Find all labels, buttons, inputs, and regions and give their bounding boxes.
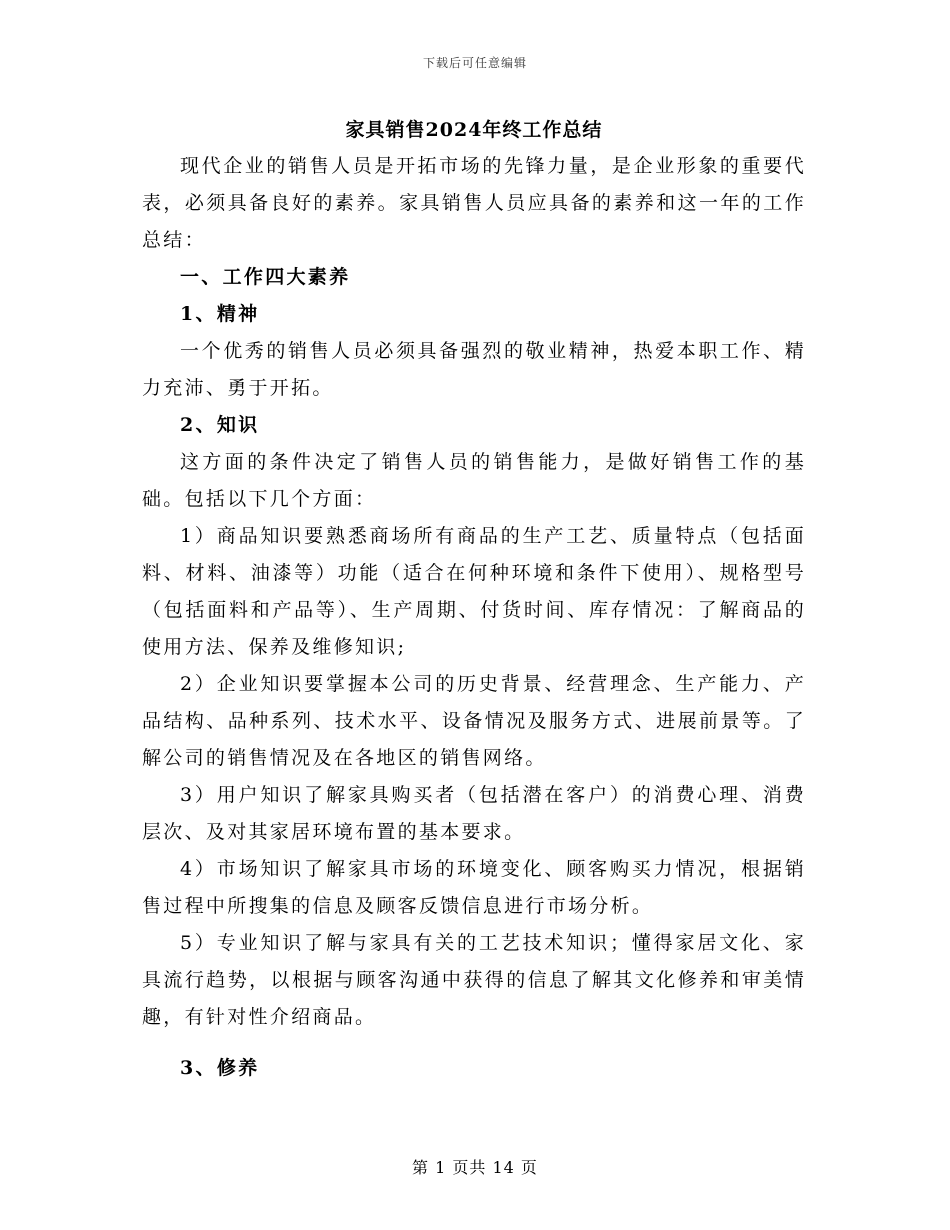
page-footer-page-number: 第 1 页共 14 页	[412, 1158, 538, 1177]
knowledge-item-customer: 3）用户知识了解家具购买者（包括潜在客户）的消费心理、消费层次、及对其家居环境布置的基本要求。	[142, 784, 806, 843]
subheading-cultivation: 3、修养	[180, 1057, 260, 1079]
knowledge-paragraph: 这方面的条件决定了销售人员的销售能力，是做好销售工作的基础。包括以下几个方面：	[142, 451, 806, 510]
knowledge-item-professional: 5）专业知识了解与家具有关的工艺技术知识；懂得家居文化、家具流行趋势，以根据与顾客沟通中获得的信息了解其文化修养和审美情趣，有针对性介绍商品。	[142, 932, 806, 1028]
knowledge-item-company: 2）企业知识要掌握本公司的历史背景、经营理念、生产能力、产品结构、品种系列、技术水平、设备情况及服务方式、进展前景等。了解公司的销售情况及在各地区的销售网络。	[142, 673, 806, 769]
spirit-paragraph: 一个优秀的销售人员必须具备强烈的敬业精神，热爱本职工作、精力充沛、勇于开拓。	[142, 340, 806, 399]
section-heading-qualities: 一、工作四大素养	[180, 266, 351, 288]
subheading-spirit: 1、精神	[180, 303, 260, 325]
subheading-knowledge: 2、知识	[180, 414, 260, 436]
knowledge-item-product: 1）商品知识要熟悉商场所有商品的生产工艺、质量特点（包括面料、材料、油漆等）功能（适合在何种环境和条件下使用）、规格型号（包括面料和产品等）、生产周期、付货时间、库存情况：了解商品的使用方法、保养及维修知识;	[142, 525, 806, 658]
document-title: 家具销售2024年终工作总结	[345, 119, 603, 141]
page-header-note: 下载后可任意编辑	[422, 56, 527, 70]
knowledge-item-market: 4）市场知识了解家具市场的环境变化、顾客购买力情况，根据销售过程中所搜集的信息及顾客反馈信息进行市场分析。	[142, 858, 806, 917]
document-body	[142, 112, 806, 1087]
intro-paragraph: 现代企业的销售人员是开拓市场的先锋力量，是企业形象的重要代表，必须具备良好的素养。家具销售人员应具备的素养和这一年的工作总结：	[142, 155, 806, 251]
